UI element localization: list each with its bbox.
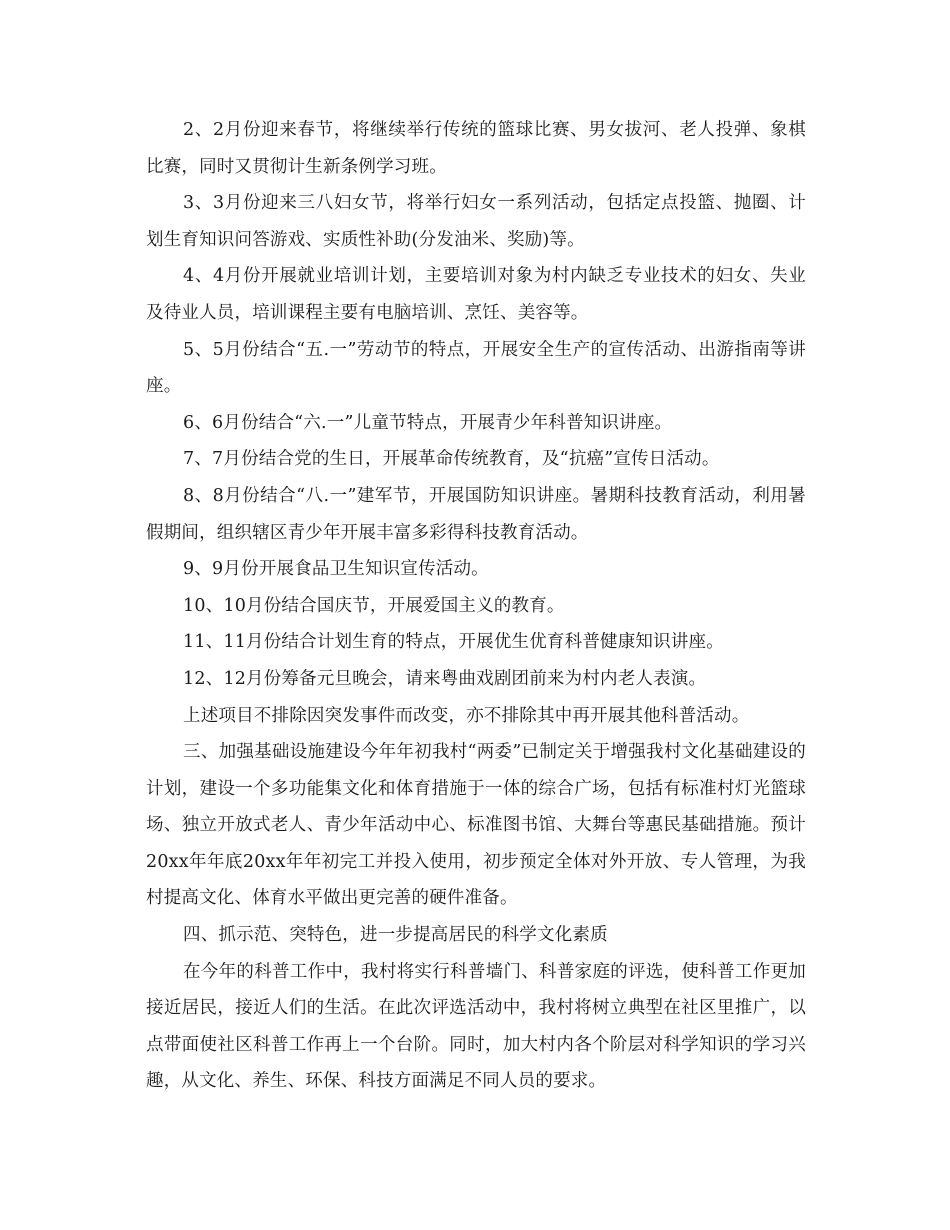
paragraph-section-four: 在今年的科普工作中，我村将实行科普墙门、科普家庭的评选，使科普工作更加接近居民，接近人们的生活。在此次评选活动中，我村将树立典型在社区里推广，以点带面使社区科普工作再上一个台阶。同时，加大村内各个阶层对科学知识的学习兴趣，从文化、养生、环保、科技方面满足不同人员的要求。: [146, 961, 806, 1092]
paragraph-september: 9、9月份开展食品卫生知识宣传活动。: [183, 559, 489, 580]
paragraph-section-three: 三、加强基础设施建设今年年初我村“两委”已制定关于增强我村文化基础建设的计划，建设一个多功能集文化和体育措施于一体的综合广场，包括有标准村灯光篮球场、独立开放式老人、青少年活动中心、标准图书馆、大舞台等惠民基础措施。预计20xx年年底20xx年年初完工并投入使用，初步预定全体对外开放、专人管理，为我村提高文化、体育水平做出更完善的硬件准备。: [146, 742, 806, 909]
paragraph-august: 8、8月份结合“八.一”建军节，开展国防知识讲座。暑期科技教育活动，利用暑假期间，组织辖区青少年开展丰富多彩得科技教育活动。: [146, 485, 806, 543]
paragraph-note: 上述项目不排除因突发事件而改变，亦不排除其中再开展其他科普活动。: [183, 705, 750, 726]
paragraph-june: 6、6月份结合“六.一”儿童节特点，开展青少年科普知识讲座。: [183, 412, 673, 433]
paragraph-march: 3、3月份迎来三八妇女节，将举行妇女一系列活动，包括定点投篮、抛圈、计划生育知识问答游戏、实质性补助(分发油米、奖励)等。: [146, 193, 806, 250]
paragraph-november: 11、11月份结合计划生育的特点，开展优生优育科普健康知识讲座。: [183, 632, 724, 653]
document-body: [146, 112, 806, 1100]
paragraph-july: 7、7月份结合党的生日，开展革命传统教育，及“抗癌”宣传日活动。: [183, 449, 720, 470]
paragraph-october: 10、10月份结合国庆节，开展爱国主义的教育。: [183, 595, 565, 616]
heading-section-four: 四、抓示范、突特色，进一步提高居民的科学文化素质: [183, 925, 608, 946]
paragraph-february: 2、2月份迎来春节，将继续举行传统的篮球比赛、男女拔河、老人投弹、象棋比赛，同时又贯彻计生新条例学习班。: [146, 120, 806, 177]
paragraph-april: 4、4月份开展就业培训计划，主要培训对象为村内缺乏专业技术的妇女、失业及待业人员，培训课程主要有电脑培训、烹饪、美容等。: [146, 266, 806, 323]
paragraph-may: 5、5月份结合“五.一”劳动节的特点，开展安全生产的宣传活动、出游指南等讲座。: [146, 339, 806, 397]
paragraph-december: 12、12月份筹备元旦晚会，请来粤曲戏剧团前来为村内老人表演。: [183, 668, 707, 689]
